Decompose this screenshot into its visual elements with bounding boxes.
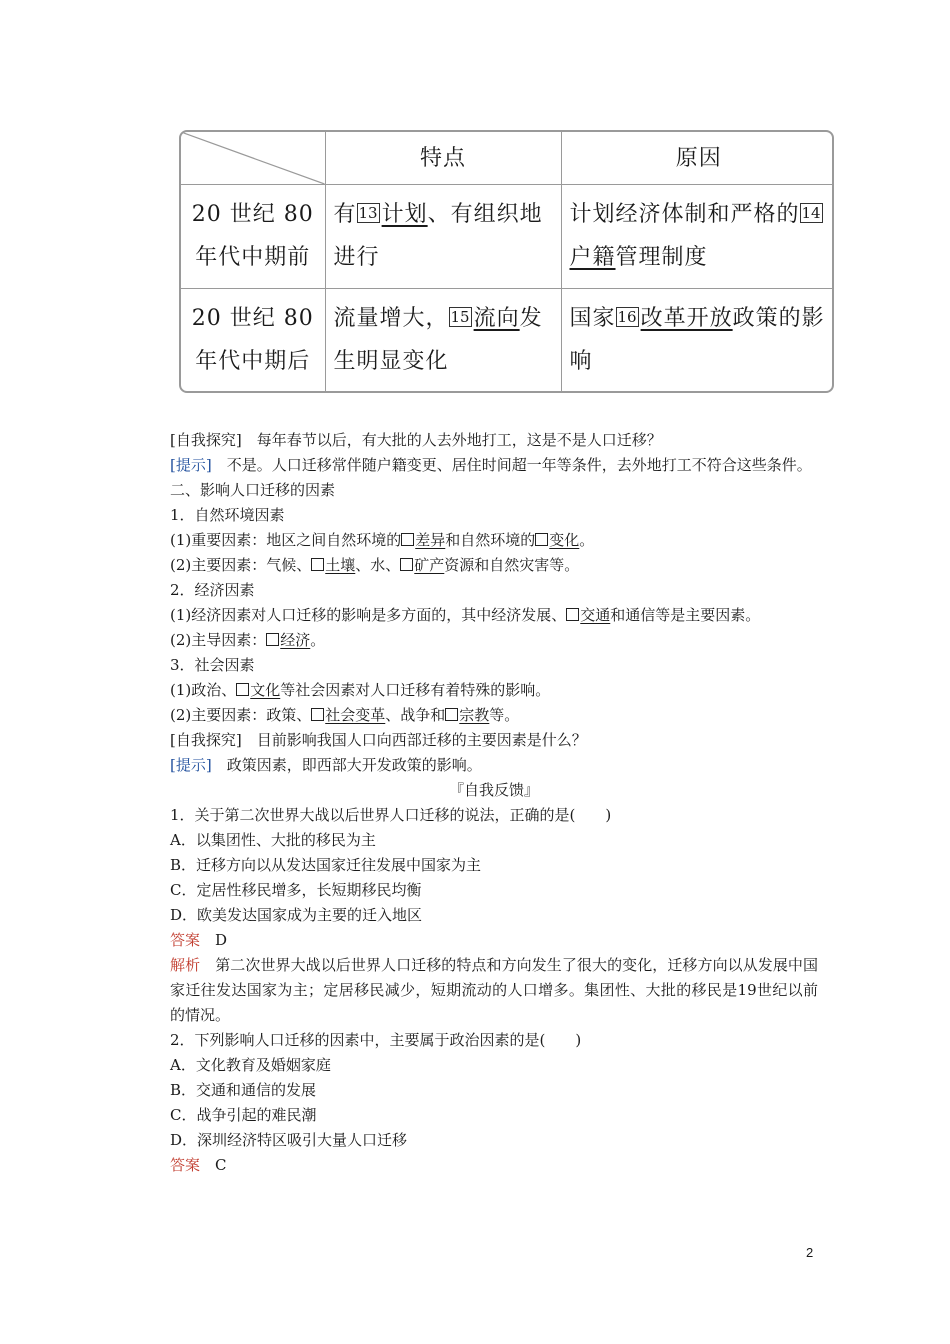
blank-box [311, 558, 324, 571]
question-1-analysis: 解析 第二次世界大战以后世界人口迁移的特点和方向发生了很大的变化，迁移方向以从发展中国家迁往发达国家为主；定居移民减少，短期流动的人口增多。集团性、大批的移民是19世纪以前的情况。 [170, 956, 818, 1024]
question-2-option: A．文化教育及婚姻家庭 [170, 1056, 331, 1074]
blank-box [566, 608, 579, 621]
blank-box [445, 708, 458, 721]
factor-1-title: 1．自然环境因素 [170, 506, 285, 524]
diagonal-line [181, 132, 325, 184]
feature-cell: 有 13 计划、有组织地进行 [325, 185, 561, 289]
question-2-option: B．交通和通信的发展 [170, 1081, 317, 1099]
blank-box [401, 533, 414, 546]
question-1-stem: 1．关于第二次世界大战以后世界人口迁移的说法，正确的是( ) [170, 806, 612, 824]
factor-3-line-1: (1)政治、 文化等社会因素对人口迁移有着特殊的影响。 [170, 681, 551, 699]
hint-2: [提示] 政策因素，即西部大开发政策的影响。 [170, 756, 482, 774]
reason-cell: 计划经济体制和严格的 14户籍管理制度 [561, 185, 834, 289]
factor-3-title: 3．社会因素 [170, 656, 255, 674]
question-2-answer: 答案 C [170, 1156, 227, 1174]
hint-1: [提示] 不是。人口迁移常伴随户籍变更、居住时间超一年等条件，去外地打工不符合这些条件。 [170, 456, 812, 474]
question-1-option: D．欧美发达国家成为主要的迁入地区 [170, 906, 423, 924]
page-number: 2 [806, 1245, 814, 1260]
table-corner-cell [181, 132, 325, 185]
question-2-option: D．深圳经济特区吸引大量人口迁移 [170, 1131, 408, 1149]
period-cell: 20 世纪 80 年代中期前 [181, 185, 325, 289]
feature-cell: 流量增大， 15 流向发生明显变化 [325, 288, 561, 391]
question-1-option: B．迁移方向以从发达国家迁往发展中国家为主 [170, 856, 482, 874]
factor-2-line-1: (1)经济因素对人口迁移的影响是多方面的，其中经济发展、 交通和通信等是主要因素。 [170, 606, 761, 624]
factor-2-title: 2．经济因素 [170, 581, 255, 599]
explore-question-1: [自我探究] 每年春节以后，有大批的人去外地打工，这是不是人口迁移？ [170, 431, 662, 449]
reason-cell: 国家 16 改革开放政策的影响 [561, 288, 834, 391]
question-2-stem: 2．下列影响人口迁移的因素中，主要属于政治因素的是( ) [170, 1031, 582, 1049]
header-feature: 特点 [325, 132, 561, 185]
blank-box [311, 708, 324, 721]
table-row [181, 288, 834, 391]
migration-table [179, 130, 834, 393]
question-1-option: A．以集团性、大批的移民为主 [170, 831, 376, 849]
header-reason: 原因 [561, 132, 834, 185]
section-title-2: 二、影响人口迁移的因素 [170, 481, 336, 499]
factor-3-line-2: (2)主要因素：政策、 社会变革、战争和 宗教等。 [170, 706, 520, 724]
table-row [181, 185, 834, 289]
factor-1-line-1: (1)重要因素：地区之间自然环境的 差异和自然环境的 变化。 [170, 531, 595, 549]
factor-2-line-2: (2)主导因素： 经济。 [170, 631, 326, 649]
blank-box [236, 683, 249, 696]
blank-box [535, 533, 548, 546]
blank-box [400, 558, 413, 571]
table-header-row [181, 132, 834, 185]
body-text [170, 428, 818, 1178]
period-cell: 20 世纪 80 年代中期后 [181, 288, 325, 391]
question-2-option: C．战争引起的难民潮 [170, 1106, 317, 1124]
question-1-answer: 答案 D [170, 931, 228, 949]
factor-1-line-2: (2)主要因素：气候、 土壤、水、 矿产资源和自然灾害等。 [170, 556, 580, 574]
blank-box [266, 633, 279, 646]
explore-question-2: [自我探究] 目前影响我国人口向西部迁移的主要因素是什么？ [170, 731, 587, 749]
feedback-title: 『自我反馈』 [448, 781, 539, 799]
question-1-option: C．定居性移民增多，长短期移民均衡 [170, 881, 422, 899]
